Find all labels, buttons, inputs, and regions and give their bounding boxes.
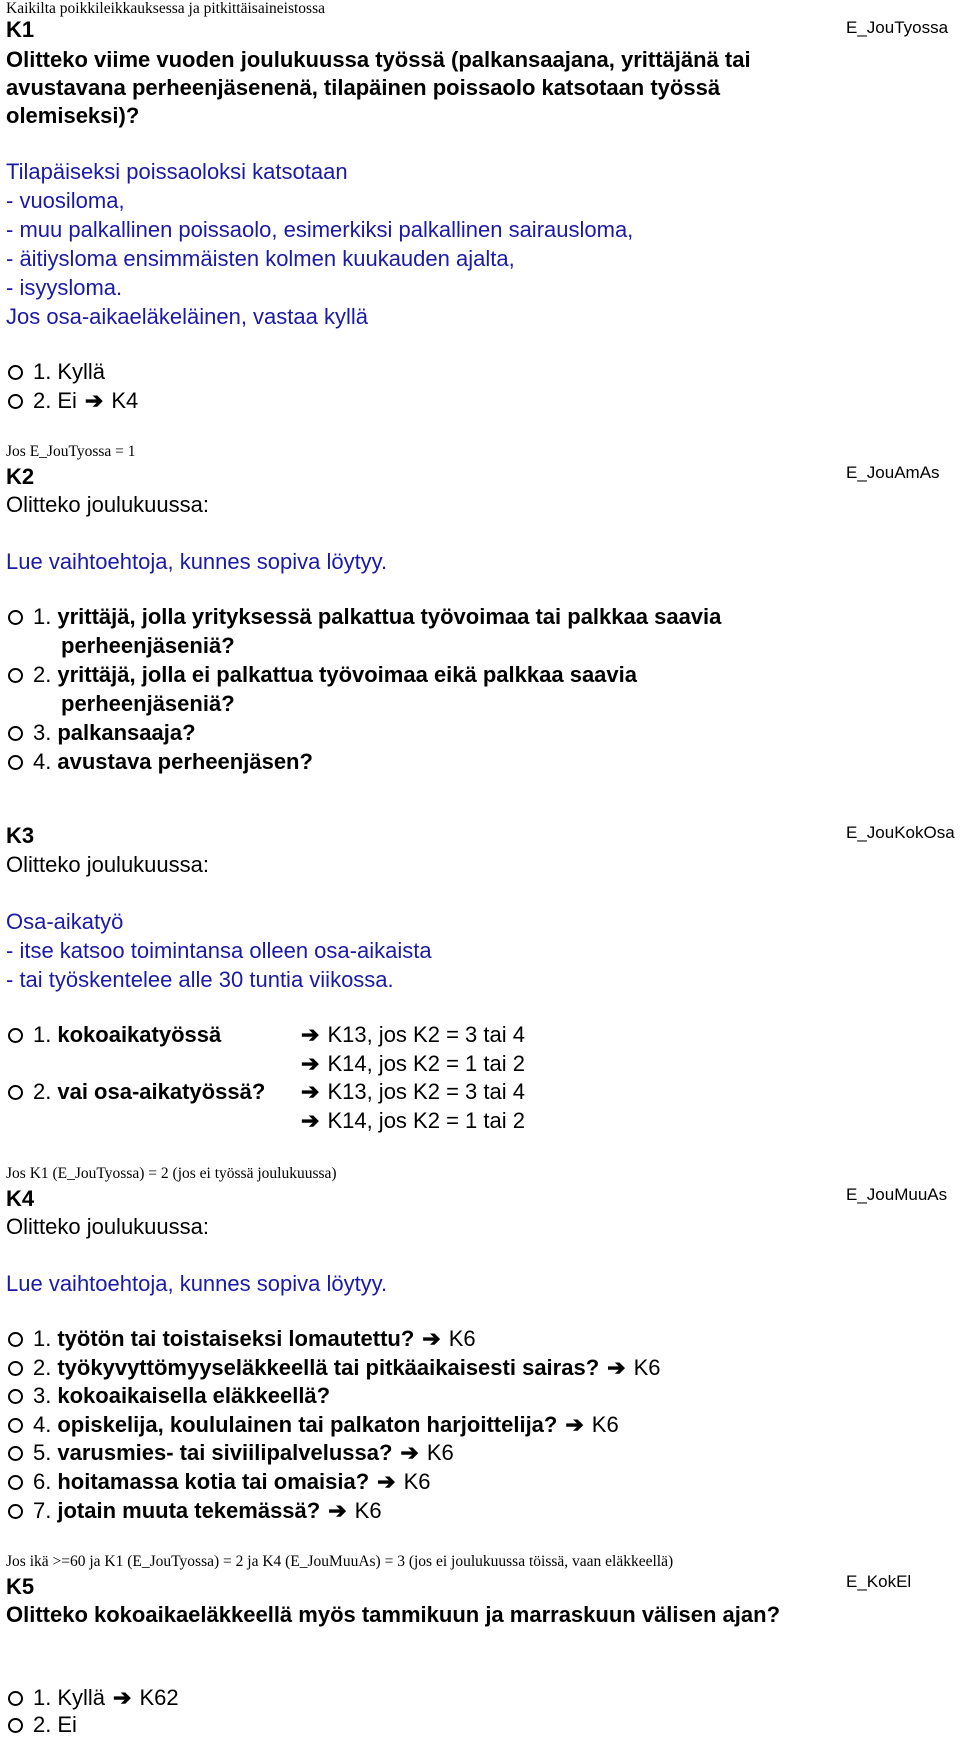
option-k5-2[interactable] — [8, 1711, 77, 1739]
note-line: - tai työskentelee alle 30 tuntia viikossa. — [6, 967, 394, 992]
option-label: palkansaaja? — [57, 720, 196, 745]
arrow-right-icon: ➔ — [301, 1079, 320, 1104]
option-label: Kyllä — [57, 1685, 106, 1710]
option-label: yrittäjä, jolla yrityksessä palkattua työvoimaa tai palkkaa saavia — [57, 604, 722, 629]
skip-target: K6 — [354, 1498, 382, 1523]
arrow-right-icon: ➔ — [328, 1498, 347, 1523]
question-id-k2: K2 — [6, 464, 35, 489]
note-line: - isyysloma. — [6, 275, 123, 300]
question-id-k1: K1 — [6, 17, 35, 42]
radio-button[interactable] — [8, 394, 23, 409]
question-text-k2: Olitteko joulukuussa: — [6, 492, 209, 517]
condition-k5: Jos ikä >=60 ja K1 (E_JouTyossa) = 2 ja K4 (E_JouMuuAs) = 3 (jos ei joulukuussa töissä, vaan eläkkeellä) — [6, 1553, 674, 1570]
option-label: varusmies- tai siviilipalvelussa? — [57, 1440, 393, 1465]
routing-rule — [301, 1107, 525, 1135]
radio-button[interactable] — [8, 365, 23, 380]
instruction-k4: Lue vaihtoehtoja, kunnes sopiva löytyy. — [6, 1271, 388, 1296]
option-k2-3[interactable] — [8, 719, 196, 747]
skip-target: K6 — [403, 1469, 431, 1494]
option-label: vai osa-aikatyössä? — [57, 1079, 266, 1104]
question-text-k5: Olitteko kokoaikaeläkkeellä myös tammikuun ja marraskuun välisen ajan? — [6, 1602, 781, 1627]
radio-button[interactable] — [8, 1691, 23, 1706]
arrow-right-icon: ➔ — [84, 388, 104, 413]
arrow-right-icon: ➔ — [607, 1355, 626, 1380]
radio-button[interactable] — [8, 1389, 23, 1404]
arrow-right-icon: ➔ — [565, 1412, 584, 1437]
routing-text: K14, jos K2 = 1 tai 2 — [327, 1108, 525, 1133]
option-k2-4[interactable] — [8, 748, 313, 776]
option-k4-6[interactable] — [8, 1468, 431, 1496]
option-k4-5[interactable] — [8, 1439, 454, 1467]
arrow-right-icon: ➔ — [422, 1326, 441, 1351]
question-text-k4: Olitteko joulukuussa: — [6, 1214, 209, 1239]
option-number: 2. — [33, 388, 52, 413]
arrow-right-icon: ➔ — [377, 1469, 396, 1494]
question-text-k1: Olitteko viime vuoden joulukuussa työssä (palkansaajana, yrittäjänä tai avustavana perheenjäsenenä, tilapäinen poissaolo katsotaan työssä olemiseksi)? — [6, 47, 751, 128]
option-label: avustava perheenjäsen? — [57, 749, 313, 774]
radio-button[interactable] — [8, 1718, 23, 1733]
variable-name-k4: E_JouMuuAs — [846, 1185, 948, 1204]
condition-k2: Jos E_JouTyossa = 1 — [6, 443, 136, 460]
skip-target: K6 — [426, 1440, 454, 1465]
option-label-continued: perheenjäseniä? — [61, 633, 235, 658]
note-line: - vuosiloma, — [6, 188, 125, 213]
routing-rule — [301, 1050, 525, 1078]
routing-rule — [301, 1078, 525, 1106]
note-line: - äitiysloma ensimmäisten kolmen kuukauden ajalta, — [6, 246, 515, 271]
option-label: Ei — [57, 388, 77, 413]
option-k4-3[interactable] — [8, 1382, 330, 1410]
note-line: Tilapäiseksi poissaoloksi katsotaan — [6, 159, 348, 184]
question-id-k5: K5 — [6, 1574, 35, 1599]
question-id-k4: K4 — [6, 1186, 35, 1211]
radio-button[interactable] — [8, 610, 23, 625]
radio-button[interactable] — [8, 1475, 23, 1490]
arrow-right-icon: ➔ — [301, 1051, 320, 1076]
option-label: yrittäjä, jolla ei palkattua työvoimaa eikä palkkaa saavia — [57, 662, 637, 687]
variable-name-k3: E_JouKokOsa — [846, 823, 955, 842]
option-k4-2[interactable] — [8, 1354, 661, 1382]
page-header: Kaikilta poikkileikkauksessa ja pitkittäisaineistossa — [6, 0, 325, 17]
skip-target: K6 — [448, 1326, 476, 1351]
skip-target: K4 — [111, 388, 139, 413]
option-k4-1[interactable] — [8, 1325, 476, 1353]
option-number: 1. — [33, 1326, 52, 1351]
note-line: - itse katsoo toimintansa olleen osa-aikaista — [6, 938, 432, 963]
question-text-k3: Olitteko joulukuussa: — [6, 852, 209, 877]
note-line: Jos osa-aikaeläkeläinen, vastaa kyllä — [6, 304, 368, 329]
condition-k4: Jos K1 (E_JouTyossa) = 2 (jos ei työssä joulukuussa) — [6, 1165, 337, 1182]
option-number: 2. — [33, 1355, 52, 1380]
radio-button[interactable] — [8, 1418, 23, 1433]
option-label: hoitamassa kotia tai omaisia? — [57, 1469, 370, 1494]
option-number: 3. — [33, 720, 52, 745]
radio-button[interactable] — [8, 1028, 23, 1043]
option-number: 1. — [33, 604, 52, 629]
option-number: 2. — [33, 662, 52, 687]
option-k3-1[interactable] — [8, 1021, 221, 1049]
option-number: 4. — [33, 749, 52, 774]
option-number: 3. — [33, 1383, 52, 1408]
option-label: työtön tai toistaiseksi lomautettu? — [57, 1326, 415, 1351]
option-number: 2. — [33, 1712, 52, 1737]
radio-button[interactable] — [8, 755, 23, 770]
skip-target: K62 — [139, 1685, 179, 1710]
option-number: 4. — [33, 1412, 52, 1437]
skip-target: K6 — [591, 1412, 619, 1437]
radio-button[interactable] — [8, 1446, 23, 1461]
option-k4-7[interactable] — [8, 1497, 382, 1525]
note-line: - muu palkallinen poissaolo, esimerkiksi palkallinen sairausloma, — [6, 217, 634, 242]
option-number: 6. — [33, 1469, 52, 1494]
option-label: työkyvyttömyyseläkkeellä tai pitkäaikaisesti sairas? — [57, 1355, 600, 1380]
radio-button[interactable] — [8, 1085, 23, 1100]
variable-name-k5: E_KokEl — [846, 1572, 912, 1591]
option-k4-4[interactable] — [8, 1411, 619, 1439]
arrow-right-icon: ➔ — [301, 1108, 320, 1133]
option-label: kokoaikaisella eläkkeellä? — [57, 1383, 331, 1408]
option-k1-2[interactable] — [8, 387, 138, 415]
routing-text: K13, jos K2 = 3 tai 4 — [327, 1022, 525, 1047]
skip-target: K6 — [633, 1355, 661, 1380]
option-number: 7. — [33, 1498, 52, 1523]
routing-rule — [301, 1021, 525, 1049]
arrow-right-icon: ➔ — [400, 1440, 419, 1465]
option-label-continued: perheenjäseniä? — [61, 691, 235, 716]
routing-text: K13, jos K2 = 3 tai 4 — [327, 1079, 525, 1104]
radio-button[interactable] — [8, 1504, 23, 1519]
option-k3-2[interactable] — [8, 1078, 265, 1106]
option-number: 5. — [33, 1440, 52, 1465]
routing-text: K14, jos K2 = 1 tai 2 — [327, 1051, 525, 1076]
option-label: opiskelija, koululainen tai palkaton harjoittelija? — [57, 1412, 558, 1437]
option-number: 1. — [33, 1022, 52, 1047]
option-label: Ei — [57, 1712, 77, 1737]
option-number: 1. — [33, 359, 52, 384]
arrow-right-icon: ➔ — [113, 1685, 132, 1710]
instruction-k2: Lue vaihtoehtoja, kunnes sopiva löytyy. — [6, 549, 388, 574]
option-label: kokoaikatyössä — [57, 1022, 222, 1047]
option-k1-1[interactable] — [8, 358, 105, 386]
option-label: jotain muuta tekemässä? — [57, 1498, 321, 1523]
option-k2-2[interactable] — [8, 661, 637, 689]
arrow-right-icon: ➔ — [301, 1022, 320, 1047]
option-k2-1[interactable] — [8, 603, 721, 631]
option-number: 2. — [33, 1079, 52, 1104]
option-number: 1. — [33, 1685, 52, 1710]
question-id-k3: K3 — [6, 823, 35, 848]
radio-button[interactable] — [8, 1332, 23, 1347]
radio-button[interactable] — [8, 1361, 23, 1376]
variable-name-k1: E_JouTyossa — [846, 18, 949, 37]
option-label: Kyllä — [57, 359, 106, 384]
note-line: Osa-aikatyö — [6, 909, 124, 934]
option-k5-1[interactable] — [8, 1684, 179, 1712]
variable-name-k2: E_JouAmAs — [846, 463, 940, 482]
radio-button[interactable] — [8, 668, 23, 683]
radio-button[interactable] — [8, 726, 23, 741]
